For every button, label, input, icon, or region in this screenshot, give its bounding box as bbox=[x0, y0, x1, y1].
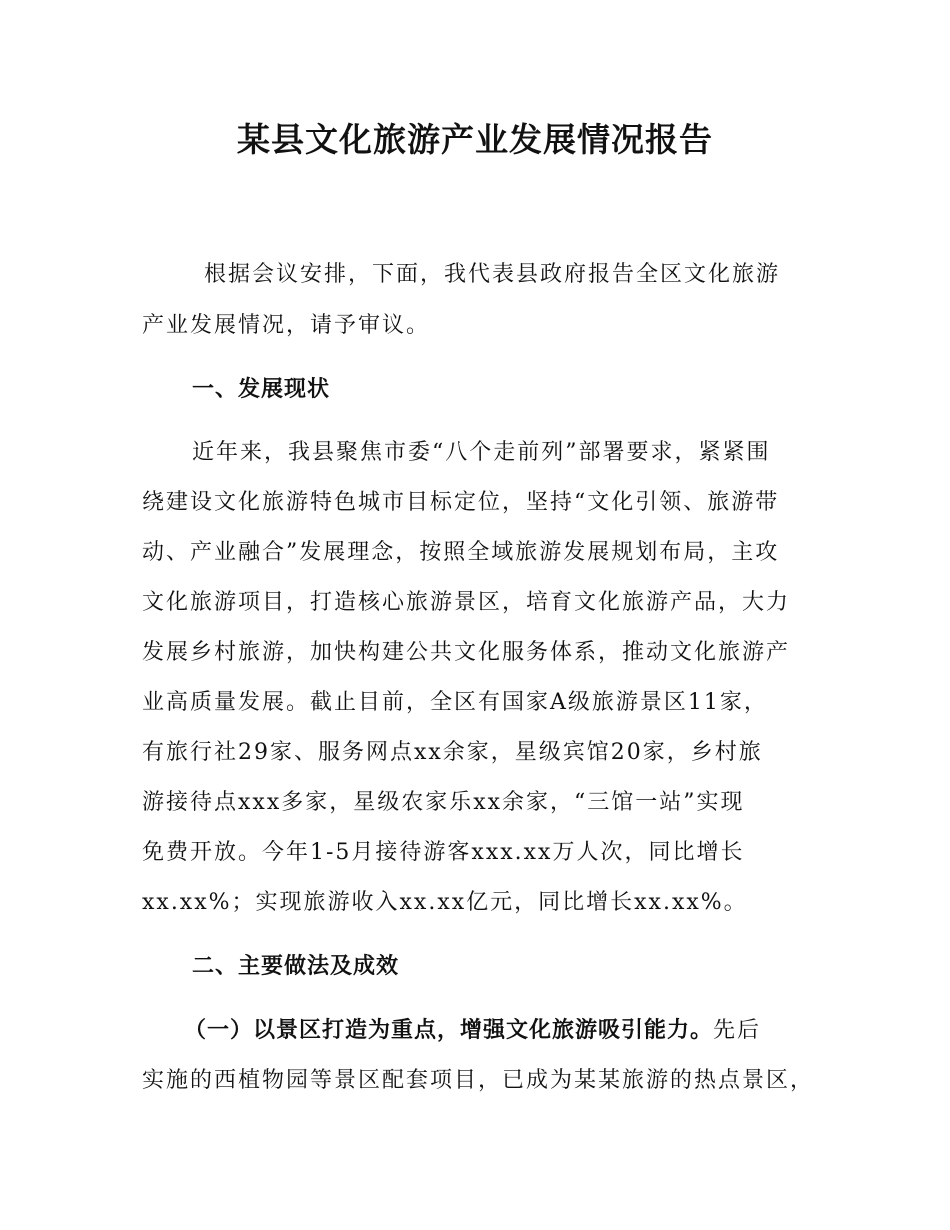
section-1-line: 文化旅游项目，打造核心旅游景区，培育文化旅游产品，大力 bbox=[142, 590, 791, 615]
section-1-line: 发展乡村旅游，加快构建公共文化服务体系，推动文化旅游产 bbox=[142, 640, 791, 665]
section-1-line: 免费开放。今年1-5月接待游客xxx.xx万人次，同比增长 bbox=[142, 840, 745, 865]
section-2-heading: 二、主要做法及成效 bbox=[192, 954, 400, 979]
section-1-line: 有旅行社29家、服务网点xx余家，星级宾馆20家，乡村旅 bbox=[142, 740, 763, 765]
section-1-line: xx.xx%；实现旅游收入xx.xx亿元，同比增长xx.xx%。 bbox=[142, 890, 748, 915]
section-2-sub1-line bbox=[184, 1016, 864, 1046]
section-2-sub1-text: 先后 bbox=[713, 1018, 762, 1043]
intro-line-2: 产业发展情况，请予审议。 bbox=[142, 313, 431, 338]
section-1-line: 绕建设文化旅游特色城市目标定位，坚持“文化引领、旅游带 bbox=[142, 490, 780, 515]
section-1-line: 动、产业融合”发展理念，按照全域旅游发展规划布局，主攻 bbox=[142, 540, 780, 565]
section-1-line: 游接待点xxx多家，星级农家乐xx余家，“三馆一站”实现 bbox=[142, 790, 745, 815]
document-title: 某县文化旅游产业发展情况报告 bbox=[237, 120, 713, 159]
section-1-heading: 一、发展现状 bbox=[192, 377, 331, 402]
section-1-line: 业高质量发展。截止目前，全区有国家A级旅游景区11家， bbox=[142, 690, 768, 715]
section-2-sub1-lead: （一）以景区打造为重点，增强文化旅游吸引能力。 bbox=[184, 1018, 714, 1043]
section-2-sub1-line: 实施的西植物园等景区配套项目，已成为某某旅游的热点景区， bbox=[142, 1068, 815, 1093]
intro-line-1: 根据会议安排，下面，我代表县政府报告全区文化旅游 bbox=[204, 262, 781, 287]
section-1-line: 近年来，我县聚焦市委“八个走前列”部署要求，紧紧围 bbox=[192, 440, 771, 465]
